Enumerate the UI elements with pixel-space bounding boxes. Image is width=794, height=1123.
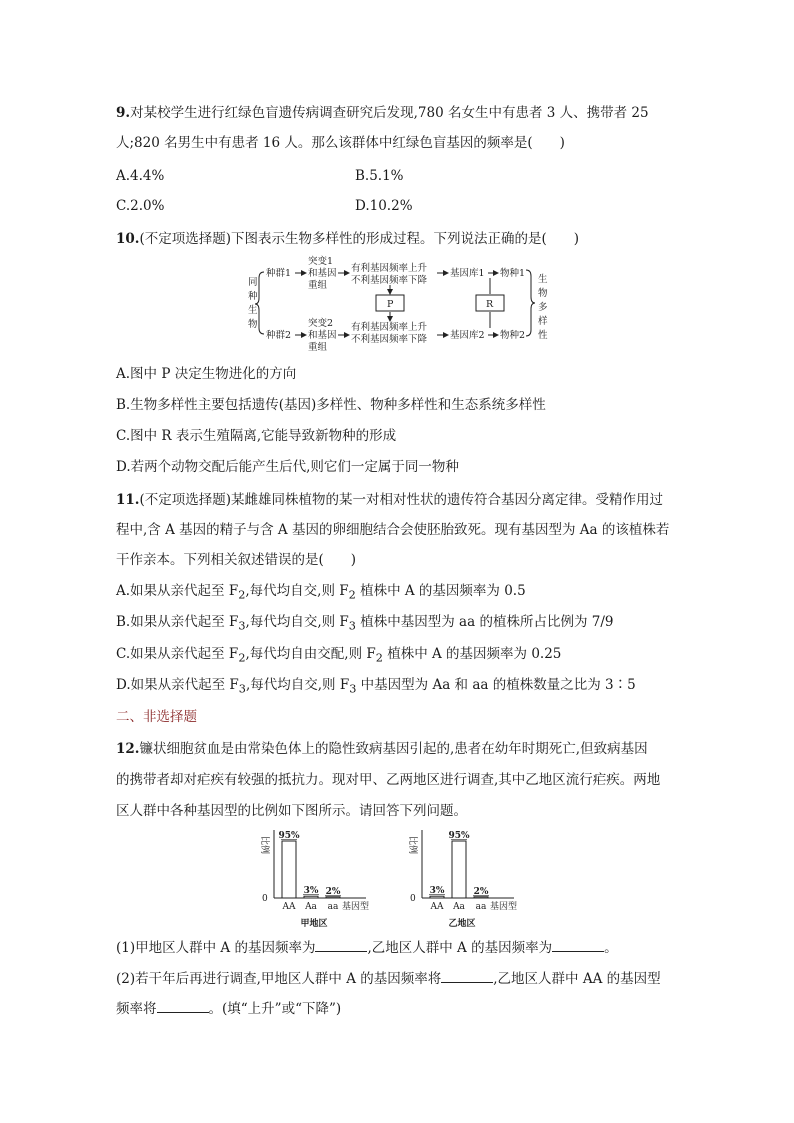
- q11-option-a-sub1: 2: [238, 588, 246, 602]
- q11-option-d-sub2: 3: [349, 682, 357, 696]
- freq2-line2: 不利基因频率下降: [351, 334, 428, 345]
- q11-option-c[interactable]: [116, 645, 561, 668]
- q11-option-b[interactable]: [116, 613, 613, 636]
- q10-stem: (不定项选择题)下图表示生物多样性的形成过程。下列说法正确的是( ): [139, 231, 580, 247]
- mut1-line1: 突变1: [308, 256, 334, 267]
- q11-option-b-post: 植株中基因型为 aa 的植株所占比例为 7/9: [355, 614, 614, 630]
- zero-tick-label: 0: [410, 894, 416, 904]
- q9-line1: [116, 104, 649, 122]
- answer-blank-3[interactable]: [441, 968, 493, 983]
- bar-AA: [430, 896, 444, 898]
- mut1-line3: 重组: [308, 280, 328, 291]
- x-tick-label-AA: AA: [430, 902, 444, 912]
- data-label-AA: 95%: [278, 831, 300, 841]
- q11-option-b-pre: B.如果从亲代起至 F: [116, 614, 239, 630]
- q9-stem: 对某校学生进行红绿色盲遗传病调查研究后发现,780 名女生中有患者 3 人、携带者 25: [130, 105, 649, 121]
- answer-blank-2[interactable]: [552, 937, 604, 952]
- zero-tick-label: 0: [262, 894, 268, 904]
- q10-stem-line: [116, 230, 579, 248]
- q11-option-c-pre: C.如果从亲代起至 F: [116, 646, 239, 662]
- bar-Aa: [452, 841, 466, 898]
- y-axis-label: 比例: [407, 836, 417, 855]
- q11-line1: [116, 491, 663, 509]
- x-tick-label-AA: AA: [282, 902, 296, 912]
- q12-line3: 区人群中各种基因型的比例如下图所示。请回答下列问题。: [116, 803, 467, 819]
- q12-sub2-cont: [116, 998, 341, 1018]
- spec2-label: 物种2: [500, 330, 526, 341]
- q11-option-a-pre: A.如果从亲代起至 F: [116, 583, 239, 599]
- right-label-char-3: 多: [538, 302, 548, 313]
- q10-option-c[interactable]: C.图中 R 表示生殖隔离,它能导致新物种的形成: [116, 428, 397, 444]
- data-label-Aa: 3%: [303, 886, 319, 897]
- r-label: R: [486, 299, 494, 310]
- q11-line2: 程中,含 A 基因的精子与含 A 基因的卵细胞结合会使胚胎致死。现有基因型为 Aa 的该植株若: [116, 522, 670, 538]
- chart-title: 乙地区: [448, 919, 476, 929]
- mut2-line2: 和基因: [308, 330, 337, 341]
- q11-option-d-pre: D.如果从亲代起至 F: [116, 677, 239, 693]
- biodiversity-diagram: [240, 252, 560, 358]
- data-label-AA: 3%: [429, 886, 445, 897]
- bar-aa: [326, 897, 340, 898]
- q11-option-d-mid: ,每代均自交,则 F: [245, 677, 350, 693]
- right-label-char-4: 样: [538, 316, 548, 327]
- q12-sub2-d: 。(填“上升”或“下降”): [208, 1001, 342, 1017]
- q11-line3: 干作亲本。下列相关叙述错误的是( ): [116, 552, 357, 568]
- bar-chart-yi: [396, 826, 556, 932]
- y-axis-label: 比例: [259, 836, 269, 855]
- q12-line1: [116, 740, 648, 758]
- q11-option-d-post: 中基因型为 Aa 和 aa 的植株数量之比为 3∶5: [356, 677, 636, 693]
- bar-aa: [474, 897, 488, 898]
- q11-option-a[interactable]: [116, 582, 526, 605]
- q12-sub2-b: ,乙地区人群中 AA 的基因型: [493, 971, 661, 987]
- q12-sub1-a: (1)甲地区人群中 A 的基因频率为: [116, 940, 316, 956]
- q11-option-c-mid: ,每代均自由交配,则 F: [245, 646, 376, 662]
- spec1-label: 物种1: [500, 268, 526, 279]
- q11-option-a-post: 植株中 A 的基因频率为 0.5: [355, 583, 526, 599]
- bar-Aa: [304, 896, 318, 898]
- q9-option-a[interactable]: A.4.4%: [116, 168, 165, 184]
- q12-sub1: [116, 937, 618, 957]
- q11-option-d[interactable]: [116, 676, 636, 699]
- x-axis-label: 基因型: [490, 902, 518, 912]
- left-label-char-1: 同: [248, 277, 258, 288]
- p-label: P: [387, 299, 394, 310]
- gene1-label: 基因库1: [450, 268, 485, 279]
- q12-number: 12.: [116, 741, 140, 757]
- right-label-char-5: 性: [538, 330, 548, 341]
- q11-option-a-sub2: 2: [348, 588, 356, 602]
- q12-sub1-b: ,乙地区人群中 A 的基因频率为: [367, 940, 553, 956]
- mut1-line2: 和基因: [308, 268, 337, 279]
- mut2-line1: 突变2: [308, 318, 334, 329]
- pop2-label: 种群2: [266, 330, 292, 341]
- q9-options-row1: [116, 167, 404, 185]
- right-brace: [526, 270, 535, 336]
- q11-option-d-sub1: 3: [238, 682, 246, 696]
- q10-number: 10.: [116, 231, 140, 247]
- q11-option-a-mid: ,每代均自交,则 F: [245, 583, 349, 599]
- q10-option-a[interactable]: A.图中 P 决定生物进化的方向: [116, 366, 297, 382]
- data-label-Aa: 95%: [448, 831, 470, 841]
- left-label-char-2: 种: [248, 291, 258, 302]
- left-label-char-4: 物: [248, 319, 258, 330]
- x-axis-label: 基因型: [342, 902, 370, 912]
- q12-sub2-a: (2)若干年后再进行调查,甲地区人群中 A 的基因频率将: [116, 971, 442, 987]
- x-tick-label-aa: aa: [475, 902, 487, 912]
- freq1-line2: 不利基因频率下降: [351, 275, 428, 286]
- q11-option-b-sub2: 3: [348, 619, 356, 633]
- q9-line2: 人;820 名男生中有患者 16 人。那么该群体中红绿色盲基因的频率是( ): [116, 135, 565, 151]
- q11-number: 11.: [116, 492, 140, 508]
- x-tick-label-Aa: Aa: [305, 902, 317, 912]
- bar-chart-jia: [248, 826, 408, 932]
- right-label-char-1: 生: [538, 274, 548, 285]
- q9-option-b[interactable]: B.5.1%: [355, 168, 404, 184]
- q9-number: 9.: [116, 105, 131, 121]
- chart-title: 甲地区: [300, 919, 328, 929]
- q12-sub2-c: 频率将: [116, 1001, 157, 1017]
- q12-sub1-c: 。: [604, 940, 618, 956]
- bar-AA: [282, 841, 296, 898]
- q11-option-c-sub1: 2: [238, 651, 246, 665]
- x-tick-label-aa: aa: [327, 902, 339, 912]
- q11-option-c-post: 植株中 A 的基因频率为 0.25: [382, 646, 562, 662]
- q11-option-b-sub1: 3: [238, 619, 246, 633]
- data-label-aa: 2%: [473, 886, 489, 897]
- answer-blank-1[interactable]: [315, 937, 367, 952]
- answer-blank-4[interactable]: [157, 998, 209, 1013]
- left-label-char-3: 生: [248, 305, 258, 316]
- data-label-aa: 2%: [325, 886, 341, 897]
- q10-option-d[interactable]: D.若两个动物交配后能产生后代,则它们一定属于同一物种: [116, 459, 459, 475]
- q11-stem: (不定项选择题)某雌雄同株植物的某一对相对性状的遗传符合基因分离定律。受精作用过: [139, 492, 664, 508]
- right-label-char-2: 物: [538, 288, 548, 299]
- freq1-line1: 有利基因频率上升: [351, 263, 428, 274]
- q11-option-b-mid: ,每代均自交,则 F: [245, 614, 349, 630]
- q9-options-row2: [116, 197, 413, 215]
- q12-sub2: [116, 968, 661, 988]
- q11-option-c-sub2: 2: [375, 651, 383, 665]
- q9-option-d[interactable]: D.10.2%: [355, 198, 413, 214]
- x-tick-label-Aa: Aa: [453, 902, 465, 912]
- gene2-label: 基因库2: [450, 330, 485, 341]
- q9-option-c[interactable]: C.2.0%: [116, 198, 165, 214]
- mut2-line3: 重组: [308, 342, 328, 353]
- q12-stem: 镰状细胞贫血是由常染色体上的隐性致病基因引起的,患者在幼年时期死亡,但致病基因: [139, 741, 648, 757]
- pop1-label: 种群1: [266, 268, 292, 279]
- section-heading: 二、非选择题: [116, 709, 197, 725]
- q10-option-b[interactable]: B.生物多样性主要包括遗传(基因)多样性、物种多样性和生态系统多样性: [116, 397, 546, 413]
- q12-line2: 的携带者却对疟疾有较强的抵抗力。现对甲、乙两地区进行调查,其中乙地区流行疟疾。两地: [116, 772, 661, 788]
- freq2-line1: 有利基因频率上升: [351, 322, 428, 333]
